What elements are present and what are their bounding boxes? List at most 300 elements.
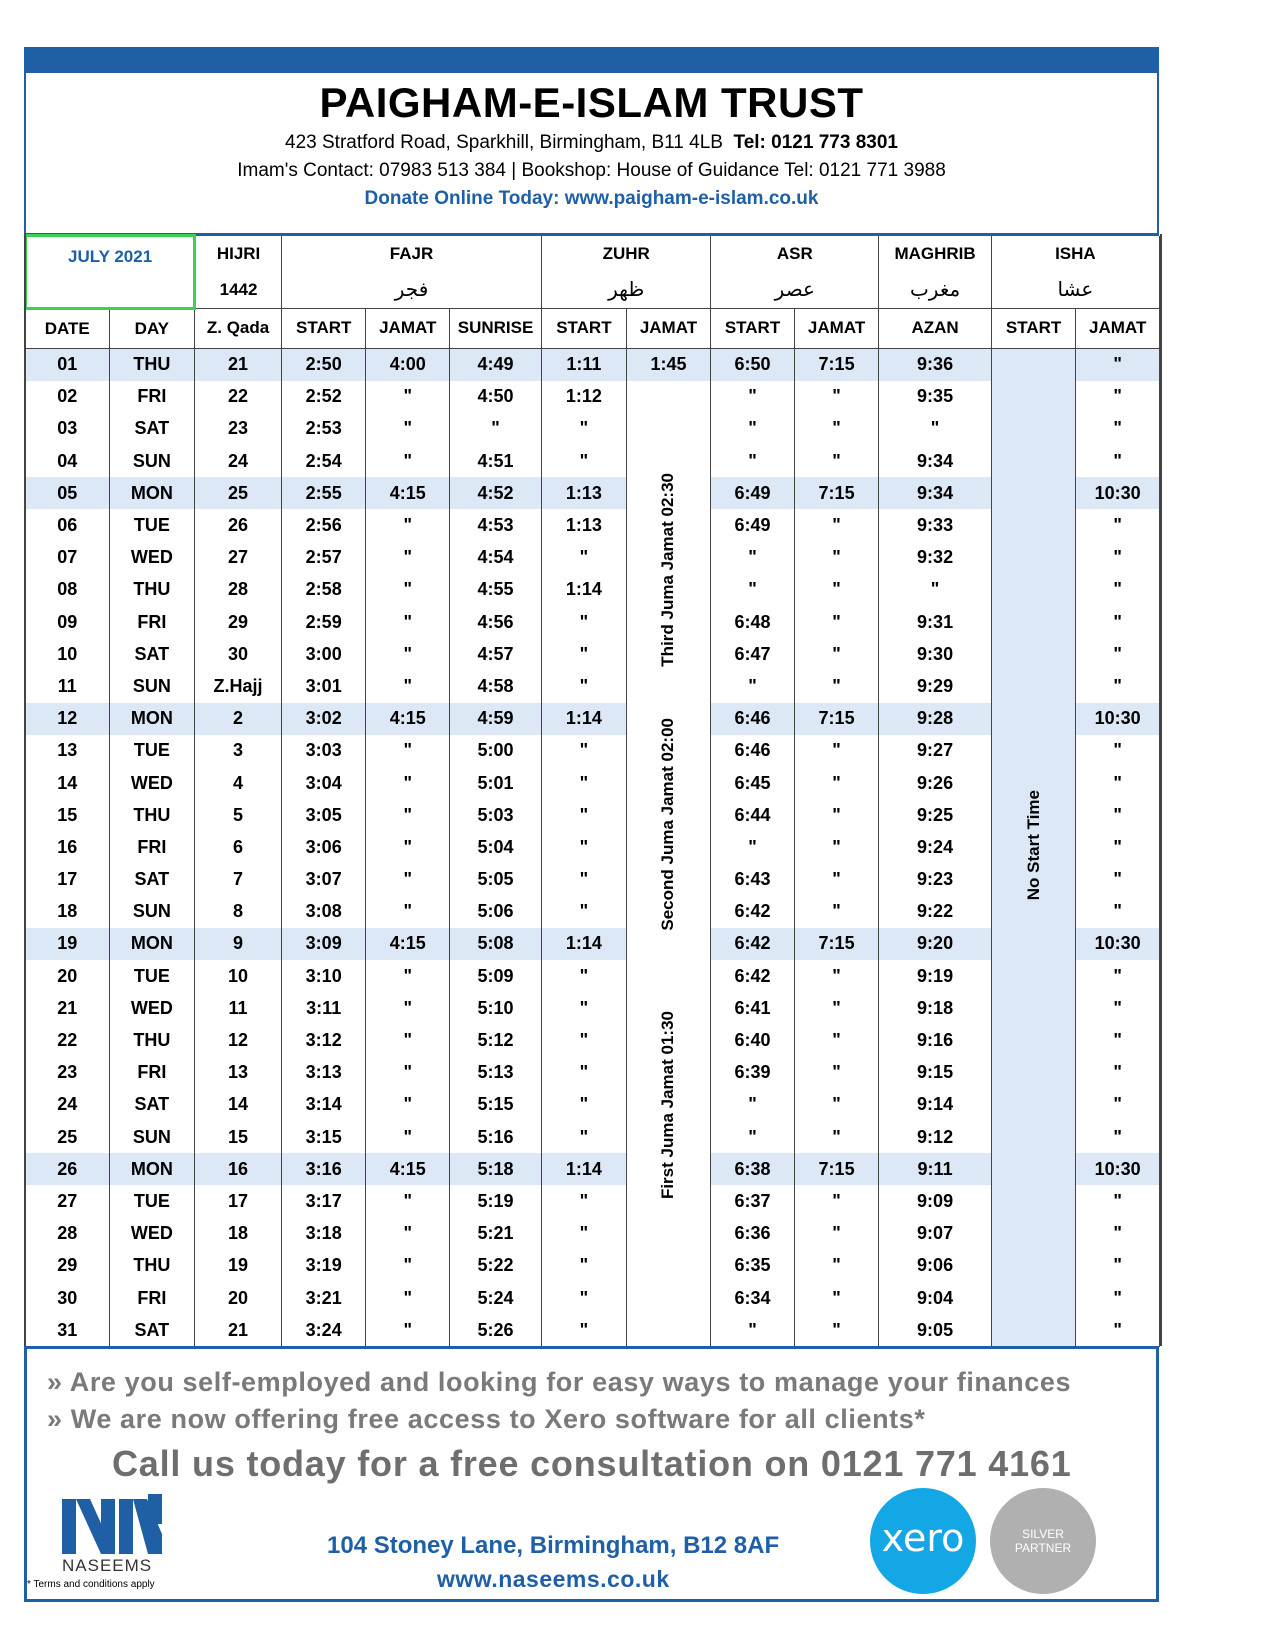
column-header: DAY (109, 308, 195, 348)
column-header: DATE (26, 308, 110, 348)
sunrise-cell: 4:53 (450, 509, 542, 541)
sunrise-cell: 5:18 (450, 1153, 542, 1185)
zuhr-start-cell: 1:13 (542, 477, 627, 509)
hijri-cell: 12 (195, 1024, 282, 1056)
day-cell: WED (109, 542, 195, 574)
fajr-start-cell: 3:03 (281, 735, 366, 767)
date-cell: 06 (26, 509, 110, 541)
fajr-arabic: فجر (281, 272, 541, 309)
day-cell: FRI (109, 381, 195, 413)
fajr-start-cell: 3:18 (281, 1218, 366, 1250)
asr-start-cell: " (711, 1121, 795, 1153)
table-row (26, 606, 1160, 638)
zuhr-start-cell: " (542, 1314, 627, 1347)
table-row (26, 767, 1160, 799)
fajr-jamat-cell: " (366, 735, 450, 767)
maghrib-azan-cell: " (879, 413, 991, 445)
table-row (26, 1282, 1160, 1314)
zuhr-start-cell: " (542, 445, 627, 477)
date-cell: 07 (26, 542, 110, 574)
asr-jamat-cell: " (794, 445, 879, 477)
sunrise-cell: 4:58 (450, 670, 542, 702)
asr-jamat-cell: " (794, 574, 879, 606)
isha-heading: ISHA (991, 236, 1159, 272)
date-cell: 17 (26, 864, 110, 896)
table-row (26, 1314, 1160, 1347)
isha-jamat-cell: 10:30 (1076, 928, 1160, 960)
table-row (26, 1153, 1160, 1185)
hijri-cell: 16 (195, 1153, 282, 1185)
isha-jamat-cell: 10:30 (1076, 703, 1160, 735)
maghrib-azan-cell: 9:36 (879, 348, 991, 381)
maghrib-azan-cell: 9:11 (879, 1153, 991, 1185)
asr-start-cell: 6:35 (711, 1250, 795, 1282)
maghrib-azan-cell: 9:30 (879, 638, 991, 670)
asr-start-cell: 6:46 (711, 735, 795, 767)
asr-jamat-cell: " (794, 1250, 879, 1282)
zuhr-start-cell: " (542, 1185, 627, 1217)
table-row (26, 413, 1160, 445)
zuhr-start-cell: " (542, 670, 627, 702)
asr-jamat-cell: 7:15 (794, 703, 879, 735)
zuhr-start-cell: " (542, 735, 627, 767)
table-row (26, 445, 1160, 477)
isha-jamat-cell: " (1076, 960, 1160, 992)
header (24, 73, 1159, 236)
maghrib-azan-cell: 9:34 (879, 445, 991, 477)
date-cell: 23 (26, 1057, 110, 1089)
column-header: SUNRISE (450, 308, 542, 348)
column-header: START (991, 308, 1076, 348)
fajr-start-cell: 2:58 (281, 574, 366, 606)
column-header: JAMAT (794, 308, 879, 348)
fajr-start-cell: 3:15 (281, 1121, 366, 1153)
zuhr-jamat-cell: 1:45 (626, 348, 711, 381)
date-cell: 21 (26, 992, 110, 1024)
zuhr-arabic: ظهر (542, 272, 711, 309)
day-cell: FRI (109, 1057, 195, 1089)
maghrib-azan-cell: 9:23 (879, 864, 991, 896)
asr-start-cell: 6:38 (711, 1153, 795, 1185)
sunrise-cell: 4:50 (450, 381, 542, 413)
zuhr-start-cell: " (542, 767, 627, 799)
day-cell: MON (109, 477, 195, 509)
call-to-action: Call us today for a free consultation on 0121 771 4161 (112, 1443, 1072, 1484)
column-header: Z. Qada (195, 308, 282, 348)
column-header: JAMAT (1076, 308, 1160, 348)
fajr-jamat-cell: 4:15 (366, 477, 450, 509)
imam-contact: Imam's Contact: 07983 513 384 | Bookshop: House of Guidance Tel: 0121 771 3988 (237, 160, 946, 181)
sunrise-cell: 4:52 (450, 477, 542, 509)
fajr-start-cell: 3:01 (281, 670, 366, 702)
fajr-jamat-cell: " (366, 1282, 450, 1314)
fajr-jamat-cell: " (366, 1024, 450, 1056)
column-header: START (542, 308, 627, 348)
date-cell: 27 (26, 1185, 110, 1217)
hijri-cell: 5 (195, 799, 282, 831)
fajr-start-cell: 2:53 (281, 413, 366, 445)
table-row (26, 1250, 1160, 1282)
asr-jamat-cell: 7:15 (794, 477, 879, 509)
table-row (26, 1121, 1160, 1153)
fajr-start-cell: 3:14 (281, 1089, 366, 1121)
day-cell: THU (109, 574, 195, 606)
hijri-cell: 11 (195, 992, 282, 1024)
sunrise-cell: 4:57 (450, 638, 542, 670)
asr-jamat-cell: " (794, 606, 879, 638)
juma-third-label: Third Juma Jamat 02:30 (658, 472, 678, 667)
isha-jamat-cell: " (1076, 574, 1160, 606)
naseems-website[interactable]: www.naseems.co.uk (437, 1566, 670, 1592)
juma-times-cell (626, 381, 711, 1347)
top-bar (24, 47, 1159, 73)
maghrib-heading: MAGHRIB (879, 236, 991, 272)
isha-jamat-cell: " (1076, 1185, 1160, 1217)
asr-start-cell: " (711, 831, 795, 863)
hijri-cell: 24 (195, 445, 282, 477)
fajr-jamat-cell: " (366, 896, 450, 928)
zuhr-start-cell: 1:12 (542, 381, 627, 413)
maghrib-azan-cell: 9:19 (879, 960, 991, 992)
isha-jamat-cell: " (1076, 413, 1160, 445)
asr-jamat-cell: " (794, 1218, 879, 1250)
maghrib-azan-cell: 9:06 (879, 1250, 991, 1282)
date-cell: 03 (26, 413, 110, 445)
zuhr-start-cell: " (542, 542, 627, 574)
asr-start-cell: 6:45 (711, 767, 795, 799)
zuhr-start-cell: " (542, 992, 627, 1024)
table-row (26, 1185, 1160, 1217)
sunrise-cell: 4:59 (450, 703, 542, 735)
fajr-jamat-cell: " (366, 831, 450, 863)
sunrise-cell: 5:06 (450, 896, 542, 928)
fajr-start-cell: 3:10 (281, 960, 366, 992)
hijri-cell: 2 (195, 703, 282, 735)
fajr-jamat-cell: " (366, 606, 450, 638)
table-row (26, 864, 1160, 896)
fajr-jamat-cell: " (366, 413, 450, 445)
sunrise-cell: 5:16 (450, 1121, 542, 1153)
fajr-start-cell: 3:04 (281, 767, 366, 799)
zuhr-start-cell: " (542, 638, 627, 670)
zuhr-start-cell: " (542, 1121, 627, 1153)
isha-jamat-cell: " (1076, 606, 1160, 638)
asr-jamat-cell: " (794, 735, 879, 767)
date-cell: 12 (26, 703, 110, 735)
asr-heading: ASR (711, 236, 879, 272)
date-cell: 11 (26, 670, 110, 702)
fajr-jamat-cell: 4:15 (366, 703, 450, 735)
fajr-start-cell: 2:55 (281, 477, 366, 509)
sunrise-cell: 5:15 (450, 1089, 542, 1121)
sunrise-cell: 5:26 (450, 1314, 542, 1347)
fajr-jamat-cell: " (366, 381, 450, 413)
fajr-jamat-cell: 4:15 (366, 928, 450, 960)
asr-start-cell: " (711, 542, 795, 574)
fajr-jamat-cell: " (366, 1250, 450, 1282)
column-header: START (281, 308, 366, 348)
asr-start-cell: 6:42 (711, 960, 795, 992)
isha-jamat-cell: " (1076, 1282, 1160, 1314)
date-cell: 26 (26, 1153, 110, 1185)
fajr-jamat-cell: " (366, 445, 450, 477)
asr-jamat-cell: " (794, 542, 879, 574)
fajr-start-cell: 2:54 (281, 445, 366, 477)
day-cell: SUN (109, 896, 195, 928)
zuhr-heading: ZUHR (542, 236, 711, 272)
column-header: JAMAT (366, 308, 450, 348)
maghrib-azan-cell: 9:18 (879, 992, 991, 1024)
date-cell: 22 (26, 1024, 110, 1056)
isha-jamat-cell: " (1076, 896, 1160, 928)
table-row (26, 1089, 1160, 1121)
zuhr-start-cell: " (542, 960, 627, 992)
asr-jamat-cell: " (794, 896, 879, 928)
date-cell: 30 (26, 1282, 110, 1314)
fajr-start-cell: 2:57 (281, 542, 366, 574)
fajr-start-cell: 3:13 (281, 1057, 366, 1089)
maghrib-azan-cell: 9:28 (879, 703, 991, 735)
fajr-heading: FAJR (281, 236, 541, 272)
date-cell: 24 (26, 1089, 110, 1121)
table-row (26, 928, 1160, 960)
date-cell: 01 (26, 348, 110, 381)
day-cell: MON (109, 928, 195, 960)
day-cell: THU (109, 348, 195, 381)
fajr-start-cell: 3:08 (281, 896, 366, 928)
fajr-start-cell: 3:07 (281, 864, 366, 896)
maghrib-azan-cell: 9:16 (879, 1024, 991, 1056)
day-cell: SUN (109, 445, 195, 477)
fajr-jamat-cell: " (366, 638, 450, 670)
fajr-start-cell: 3:02 (281, 703, 366, 735)
fajr-start-cell: 3:06 (281, 831, 366, 863)
zuhr-start-cell: 1:14 (542, 703, 627, 735)
asr-start-cell: 6:40 (711, 1024, 795, 1056)
zuhr-start-cell: " (542, 1057, 627, 1089)
day-cell: FRI (109, 606, 195, 638)
date-cell: 18 (26, 896, 110, 928)
asr-arabic: عصر (711, 272, 879, 309)
sunrise-cell: 5:21 (450, 1218, 542, 1250)
isha-jamat-cell: " (1076, 992, 1160, 1024)
day-cell: THU (109, 1250, 195, 1282)
maghrib-azan-cell: 9:15 (879, 1057, 991, 1089)
table-row (26, 1024, 1160, 1056)
table-row (26, 703, 1160, 735)
asr-start-cell: 6:46 (711, 703, 795, 735)
hijri-cell: 25 (195, 477, 282, 509)
fajr-jamat-cell: 4:00 (366, 348, 450, 381)
silver-partner-badge (990, 1488, 1096, 1594)
fajr-start-cell: 3:21 (281, 1282, 366, 1314)
fajr-start-cell: 3:12 (281, 1024, 366, 1056)
hijri-year: 1442 (195, 272, 282, 309)
maghrib-azan-cell: 9:22 (879, 896, 991, 928)
asr-start-cell: " (711, 445, 795, 477)
hijri-cell: 20 (195, 1282, 282, 1314)
hijri-cell: 19 (195, 1250, 282, 1282)
isha-jamat-cell: " (1076, 1089, 1160, 1121)
maghrib-azan-cell: 9:14 (879, 1089, 991, 1121)
zuhr-start-cell: 1:14 (542, 928, 627, 960)
hijri-cell: 18 (195, 1218, 282, 1250)
zuhr-start-cell: " (542, 896, 627, 928)
asr-start-cell: 6:42 (711, 928, 795, 960)
fajr-jamat-cell: " (366, 1314, 450, 1347)
asr-jamat-cell: " (794, 381, 879, 413)
date-cell: 08 (26, 574, 110, 606)
isha-arabic: عشا (991, 272, 1159, 309)
fajr-start-cell: 2:52 (281, 381, 366, 413)
hijri-cell: 26 (195, 509, 282, 541)
juma-first-label: First Juma Jamat 01:30 (658, 1010, 678, 1199)
asr-jamat-cell: " (794, 1057, 879, 1089)
asr-jamat-cell: " (794, 1314, 879, 1347)
day-cell: WED (109, 767, 195, 799)
sunrise-cell: 5:13 (450, 1057, 542, 1089)
date-cell: 13 (26, 735, 110, 767)
day-cell: FRI (109, 831, 195, 863)
day-cell: TUE (109, 1185, 195, 1217)
sunrise-cell: 5:05 (450, 864, 542, 896)
advert-box (24, 1346, 1159, 1602)
asr-jamat-cell: 7:15 (794, 1153, 879, 1185)
sunrise-cell: 5:04 (450, 831, 542, 863)
maghrib-azan-cell: 9:09 (879, 1185, 991, 1217)
day-cell: SUN (109, 670, 195, 702)
day-cell: WED (109, 1218, 195, 1250)
silver-label: SILVER (1022, 1527, 1064, 1541)
day-cell: THU (109, 1024, 195, 1056)
isha-jamat-cell: " (1076, 767, 1160, 799)
address-line (26, 129, 1157, 157)
fajr-start-cell: 2:50 (281, 348, 366, 381)
zuhr-start-cell: 1:14 (542, 1153, 627, 1185)
maghrib-azan-cell: 9:33 (879, 509, 991, 541)
zuhr-start-cell: " (542, 1282, 627, 1314)
sunrise-cell: 5:09 (450, 960, 542, 992)
fajr-start-cell: 2:59 (281, 606, 366, 638)
maghrib-azan-cell: 9:05 (879, 1314, 991, 1347)
asr-start-cell: " (711, 1089, 795, 1121)
asr-jamat-cell: " (794, 767, 879, 799)
asr-start-cell: 6:50 (711, 348, 795, 381)
fajr-jamat-cell: " (366, 542, 450, 574)
maghrib-arabic: مغرب (879, 272, 991, 309)
asr-jamat-cell: " (794, 509, 879, 541)
date-cell: 15 (26, 799, 110, 831)
maghrib-azan-cell: 9:25 (879, 799, 991, 831)
day-cell: MON (109, 1153, 195, 1185)
fajr-jamat-cell: " (366, 1057, 450, 1089)
isha-jamat-cell: " (1076, 670, 1160, 702)
fajr-jamat-cell: " (366, 509, 450, 541)
sunrise-cell: 5:01 (450, 767, 542, 799)
asr-start-cell: 6:41 (711, 992, 795, 1024)
table-row (26, 799, 1160, 831)
asr-start-cell: 6:39 (711, 1057, 795, 1089)
fajr-jamat-cell: " (366, 960, 450, 992)
hijri-cell: 28 (195, 574, 282, 606)
maghrib-azan-cell: 9:27 (879, 735, 991, 767)
partner-label: PARTNER (1014, 1541, 1072, 1555)
asr-jamat-cell: " (794, 992, 879, 1024)
hijri-cell: 13 (195, 1057, 282, 1089)
isha-jamat-cell: " (1076, 638, 1160, 670)
asr-jamat-cell: " (794, 1024, 879, 1056)
date-cell: 04 (26, 445, 110, 477)
donate-link[interactable]: Donate Online Today: www.paigham-e-islam.co.uk (364, 188, 819, 209)
asr-jamat-cell: " (794, 960, 879, 992)
asr-start-cell: 6:47 (711, 638, 795, 670)
sunrise-cell: 4:49 (450, 348, 542, 381)
sunrise-cell: 4:56 (450, 606, 542, 638)
xero-logo: xero (870, 1488, 976, 1594)
hijri-cell: 30 (195, 638, 282, 670)
hijri-cell: 23 (195, 413, 282, 445)
date-cell: 16 (26, 831, 110, 863)
no-start-time-label: No Start Time (1023, 789, 1043, 901)
day-cell: SAT (109, 1089, 195, 1121)
address: 423 Stratford Road, Sparkhill, Birmingham, B11 4LB (285, 132, 723, 153)
zuhr-start-cell: 1:13 (542, 509, 627, 541)
date-cell: 25 (26, 1121, 110, 1153)
maghrib-azan-cell: 9:35 (879, 381, 991, 413)
isha-jamat-cell: " (1076, 509, 1160, 541)
isha-jamat-cell: " (1076, 799, 1160, 831)
hijri-cell: 7 (195, 864, 282, 896)
asr-jamat-cell: " (794, 1282, 879, 1314)
hijri-cell: 9 (195, 928, 282, 960)
day-cell: WED (109, 992, 195, 1024)
advert-line-2: » We are now offering free access to Xero software for all clients* (47, 1404, 926, 1434)
asr-start-cell: 6:49 (711, 509, 795, 541)
asr-start-cell: 6:42 (711, 896, 795, 928)
fajr-start-cell: 3:09 (281, 928, 366, 960)
asr-jamat-cell: " (794, 831, 879, 863)
fajr-start-cell: 3:24 (281, 1314, 366, 1347)
asr-start-cell: 6:37 (711, 1185, 795, 1217)
day-cell: SUN (109, 1121, 195, 1153)
hijri-cell: 21 (195, 348, 282, 381)
maghrib-azan-cell: 9:32 (879, 542, 991, 574)
asr-start-cell: 6:34 (711, 1282, 795, 1314)
day-cell: FRI (109, 1282, 195, 1314)
table-row (26, 735, 1160, 767)
sunrise-cell: 5:12 (450, 1024, 542, 1056)
hijri-cell: 14 (195, 1089, 282, 1121)
maghrib-azan-cell: " (879, 574, 991, 606)
fajr-jamat-cell: 4:15 (366, 1153, 450, 1185)
table-row (26, 381, 1160, 413)
fajr-start-cell: 2:56 (281, 509, 366, 541)
fajr-jamat-cell: " (366, 670, 450, 702)
hijri-cell: 22 (195, 381, 282, 413)
date-cell: 19 (26, 928, 110, 960)
date-cell: 20 (26, 960, 110, 992)
fajr-jamat-cell: " (366, 574, 450, 606)
asr-jamat-cell: " (794, 638, 879, 670)
table-row (26, 1057, 1160, 1089)
asr-jamat-cell: 7:15 (794, 928, 879, 960)
page-title: PAIGHAM-E-ISLAM TRUST (319, 79, 864, 126)
isha-jamat-cell: " (1076, 831, 1160, 863)
hijri-cell: 21 (195, 1314, 282, 1347)
maghrib-azan-cell: 9:20 (879, 928, 991, 960)
asr-start-cell: 6:48 (711, 606, 795, 638)
maghrib-azan-cell: 9:04 (879, 1282, 991, 1314)
